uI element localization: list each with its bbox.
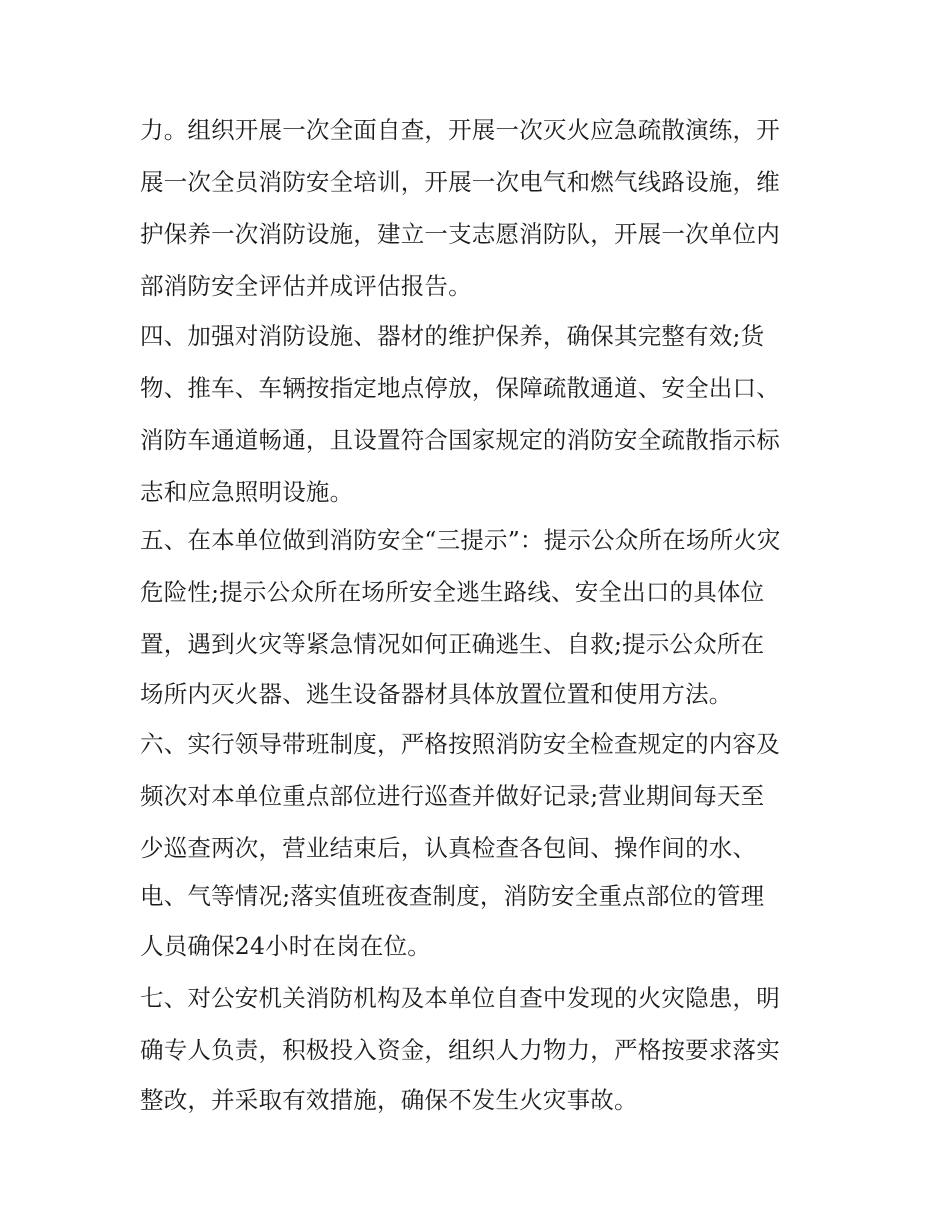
text-line: 场所内灭火器、逃生设备器材具体放置位置和使用方法。	[140, 680, 733, 708]
text-line: 部消防安全评估并成评估报告。	[140, 272, 472, 300]
text-line: 危险性;提示公众所在场所安全逃生路线、安全出口的具体位	[140, 578, 765, 606]
text-line: 频次对本单位重点部位进行巡查并做好记录;营业期间每天至	[140, 782, 765, 810]
text-line: 少巡查两次，营业结束后，认真检查各包间、操作间的水、	[140, 834, 757, 862]
text-line: 消防车通道畅通，且设置符合国家规定的消防安全疏散指示标	[140, 426, 780, 454]
text-line: 确专人负责，积极投入资金，组织人力物力，严格按要求落实	[140, 1036, 780, 1064]
text-line: 力。组织开展一次全面自查，开展一次灭火应急疏散演练，开	[140, 116, 780, 144]
text-line: 物、推车、车辆按指定地点停放，保障疏散通道、安全出口、	[140, 374, 780, 402]
text-line: 五、在本单位做到消防安全“三提示”：提示公众所在场所火灾	[140, 526, 781, 554]
text-line: 整改，并采取有效措施，确保不发生火灾事故。	[140, 1086, 638, 1114]
text-line: 人员确保24小时在岗在位。	[140, 932, 432, 960]
text-line: 展一次全员消防安全培训，开展一次电气和燃气线路设施，维	[140, 168, 780, 196]
text-line: 护保养一次消防设施，建立一支志愿消防队，开展一次单位内	[140, 220, 780, 248]
text-line: 电、气等情况;落实值班夜查制度，消防安全重点部位的管理	[140, 882, 765, 910]
text-line: 六、实行领导带班制度，严格按照消防安全检查规定的内容及	[140, 730, 780, 758]
text-line: 四、加强对消防设施、器材的维护保养，确保其完整有效;货	[140, 322, 765, 350]
text-line: 志和应急照明设施。	[140, 478, 354, 506]
text-line: 置，遇到火灾等紧急情况如何正确逃生、自救;提示公众所在	[140, 630, 765, 658]
text-line: 七、对公安机关消防机构及本单位自查中发现的火灾隐患，明	[140, 984, 780, 1012]
